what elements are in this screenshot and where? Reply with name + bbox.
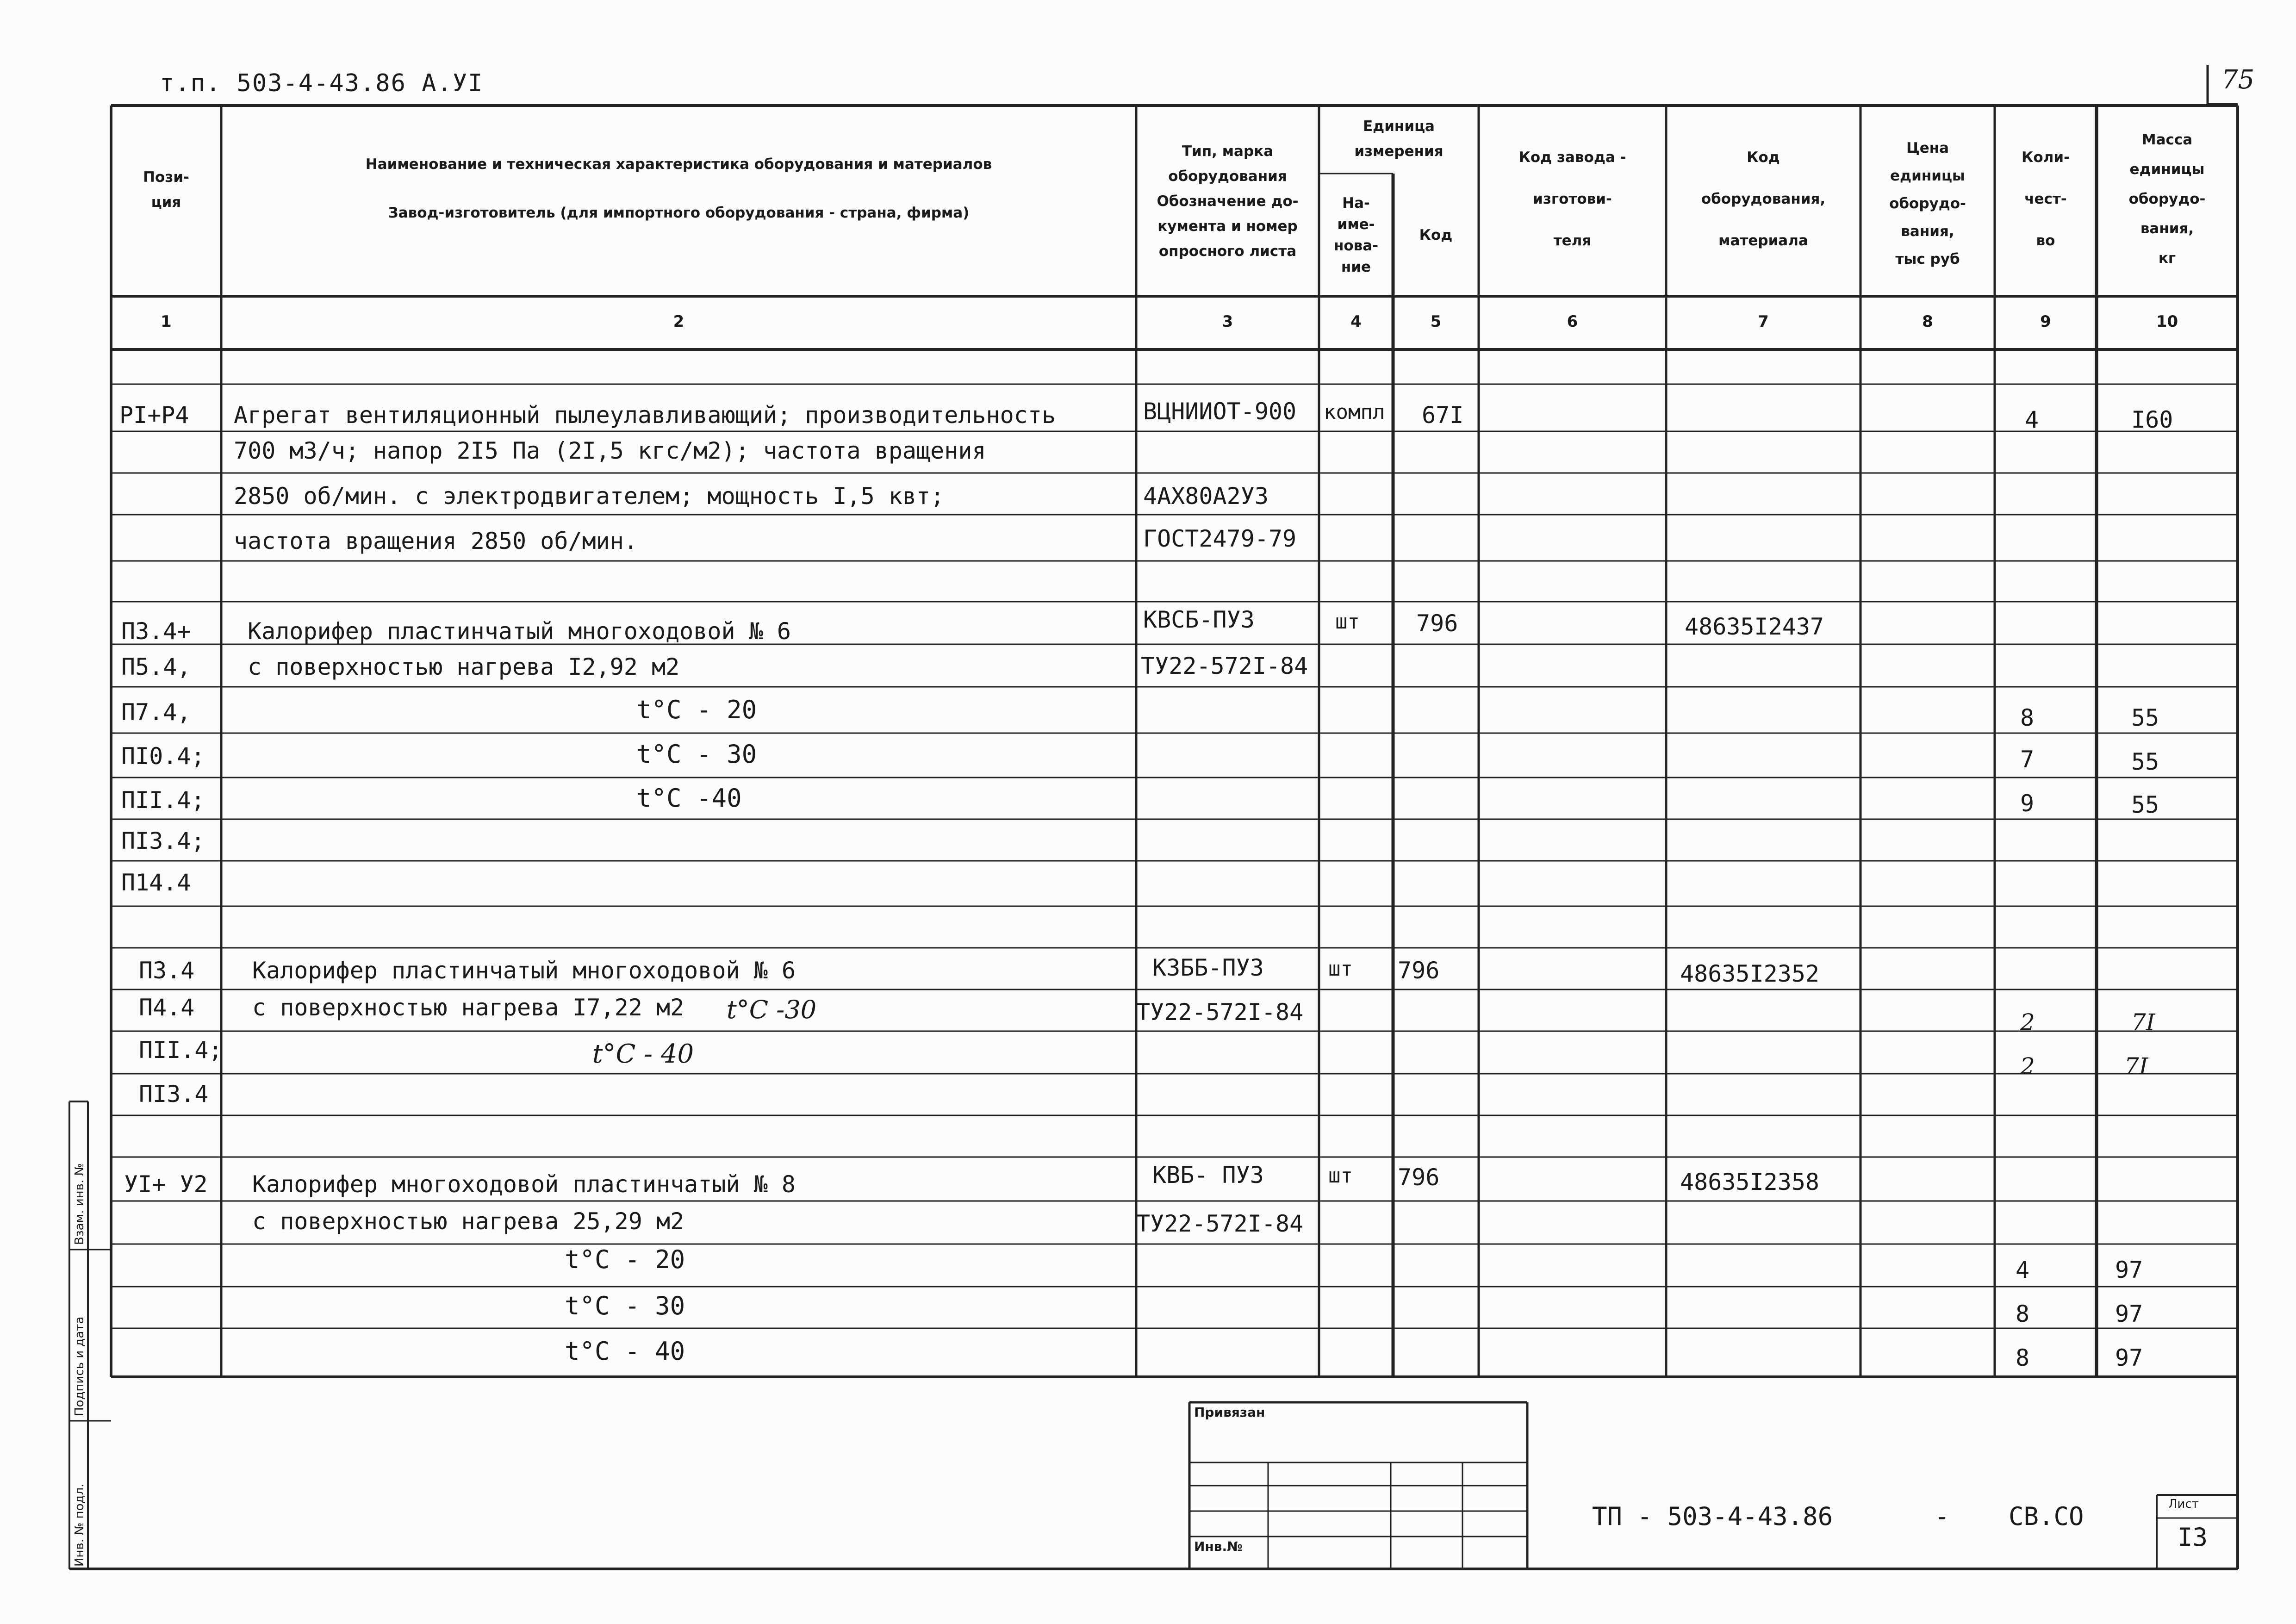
- type-cell: ТУ22-572I-84: [1136, 999, 1304, 1026]
- unit-code-cell: 796: [1398, 957, 1440, 984]
- material-code-cell: 48635I2437: [1685, 613, 1824, 640]
- col-number: 2: [673, 312, 684, 331]
- type-cell: ТУ22-572I-84: [1136, 1210, 1304, 1237]
- margin-podpis: Подпись и дата: [73, 1316, 87, 1416]
- mass-cell: 97: [2115, 1344, 2143, 1371]
- temperature-cell: t°C - 30: [636, 740, 757, 769]
- col-number: 3: [1222, 312, 1233, 331]
- unit-cell: компл: [1324, 400, 1385, 424]
- quantity-cell: 7: [2020, 746, 2035, 773]
- type-cell: 4АХ80А2У3: [1143, 483, 1269, 510]
- page-number: 75: [2221, 65, 2255, 95]
- type-cell: ГОСТ2479-79: [1143, 525, 1297, 552]
- header-price: Цена единицы оборудо- вания, тыс руб: [1889, 140, 1966, 268]
- mass-cell: 97: [2115, 1300, 2143, 1327]
- quantity-cell: 4: [2016, 1257, 2030, 1283]
- mass-cell: 55: [2131, 704, 2159, 731]
- unit-code-cell: 796: [1416, 610, 1458, 637]
- name-cell: 2850 об/мин. с электродвигателем; мощность I,5 квт;: [234, 483, 945, 510]
- material-code-cell: 48635I2358: [1680, 1169, 1820, 1195]
- stamp-inv: Инв.№: [1194, 1539, 1243, 1554]
- position-cell: П4.4: [139, 994, 195, 1021]
- header-unit-name: На- име- нова- ние: [1333, 194, 1379, 275]
- temperature-cell: t°C -40: [636, 784, 742, 813]
- name-cell: с поверхностью нагрева I2,92 м2: [248, 653, 680, 680]
- position-cell: П14.4: [121, 869, 191, 896]
- name-cell: с поверхностью нагрева 25,29 м2: [252, 1208, 684, 1235]
- quantity-cell: 2: [2020, 1053, 2035, 1080]
- handwritten-temperature: t°C - 40: [592, 1039, 694, 1069]
- type-cell: КВБ- ПУ3: [1152, 1162, 1264, 1188]
- col-number: 5: [1430, 312, 1442, 331]
- position-cell: ПI0.4;: [121, 743, 205, 770]
- header-equipment-code: Код оборудования, материала: [1701, 149, 1826, 249]
- position-cell: PI+P4: [119, 402, 189, 429]
- quantity-cell: 9: [2020, 790, 2035, 817]
- position-cell: П3.4: [139, 957, 195, 984]
- col-number: 7: [1758, 312, 1769, 331]
- header-unit: Единица измерения: [1354, 118, 1444, 160]
- quantity-cell: 8: [2020, 704, 2035, 731]
- name-cell: с поверхностью нагрева I7,22 м2: [252, 994, 684, 1021]
- temperature-cell: t°C - 40: [565, 1337, 685, 1366]
- type-cell: КЗББ-ПУ3: [1152, 954, 1264, 981]
- margin-vzam-inv: Взам. инв. №: [73, 1163, 87, 1245]
- name-cell: 700 м3/ч; напор 2I5 Па (2I,5 кгс/м2); частота вращения: [234, 437, 986, 464]
- name-cell: Калорифер многоходовой пластинчатый № 8: [252, 1171, 796, 1198]
- col-number: 1: [161, 312, 172, 331]
- position-cell: П7.4,: [121, 699, 191, 726]
- mass-cell: 55: [2131, 791, 2159, 818]
- header-unit-code: Код: [1419, 226, 1453, 243]
- header-mass: Масса единицы оборудо- вания, кг: [2128, 131, 2206, 267]
- name-cell: частота вращения 2850 об/мин.: [234, 528, 638, 554]
- mass-cell: 97: [2115, 1257, 2143, 1283]
- header-quantity: Коли- чест- во: [2022, 149, 2070, 249]
- position-cell: УI+ У2: [124, 1171, 208, 1198]
- header-name: Наименование и техническая характеристика оборудования и материалов: [365, 156, 992, 173]
- quantity-cell: 4: [2025, 406, 2039, 433]
- name-cell: Калорифер пластинчатый многоходовой № 6: [252, 957, 796, 984]
- quantity-cell: 8: [2016, 1344, 2030, 1371]
- unit-cell: шт: [1328, 1164, 1353, 1188]
- quantity-cell: 8: [2016, 1300, 2030, 1327]
- col-number: 4: [1350, 312, 1362, 331]
- name-cell: Калорифер пластинчатый многоходовой № 6: [248, 618, 791, 645]
- mass-cell: 7I: [2131, 1009, 2155, 1036]
- header-type: Тип, марка оборудования Обозначение до- кумента и номер опросного листа: [1157, 143, 1299, 260]
- stamp-sheet-code: СВ.СО: [2009, 1502, 2084, 1531]
- position-cell: ПI3.4: [139, 1081, 209, 1108]
- col-number: 8: [1922, 312, 1933, 331]
- unit-code-cell: 67I: [1422, 402, 1464, 429]
- mass-cell: 55: [2131, 748, 2159, 775]
- position-cell: ПII.4;: [139, 1037, 223, 1064]
- unit-cell: шт: [1328, 957, 1353, 981]
- header-factory-code: Код завода - изготови- теля: [1518, 149, 1626, 249]
- mass-cell: I60: [2131, 406, 2173, 433]
- type-cell: ВЦНИИОТ-900: [1143, 398, 1297, 425]
- position-cell: П5.4,: [121, 653, 191, 680]
- type-cell: ТУ22-572I-84: [1141, 653, 1308, 679]
- document-title: т.п. 503-4-43.86 А.УI: [160, 69, 484, 97]
- temperature-cell: t°C - 30: [565, 1291, 685, 1320]
- col-number: 9: [2040, 312, 2051, 331]
- unit-cell: шт: [1335, 610, 1360, 634]
- stamp-dash: -: [1935, 1502, 1950, 1531]
- stamp-list-label: Лист: [2168, 1497, 2199, 1511]
- position-cell: ПII.4;: [121, 787, 205, 814]
- col-number: 10: [2156, 312, 2178, 331]
- temperature-cell: t°C - 20: [565, 1245, 685, 1274]
- position-cell: ПI3.4;: [121, 828, 205, 854]
- unit-code-cell: 796: [1398, 1164, 1440, 1191]
- material-code-cell: 48635I2352: [1680, 960, 1820, 987]
- stamp-list-number: I3: [2178, 1523, 2208, 1552]
- temperature-cell: t°C - 20: [636, 695, 757, 724]
- stamp-privyazan: Привязан: [1194, 1405, 1265, 1420]
- margin-inv-podl: Инв. № подл.: [73, 1483, 87, 1567]
- header-manufacturer: Завод-изготовитель (для импортного оборудования - страна, фирма): [388, 205, 970, 221]
- handwritten-temperature: t°C -30: [727, 995, 817, 1024]
- quantity-cell: 2: [2020, 1009, 2035, 1036]
- stamp-doc-code: ТП - 503-4-43.86: [1592, 1502, 1833, 1531]
- mass-cell: 7I: [2124, 1053, 2148, 1080]
- name-cell: Агрегат вентиляционный пылеулавливающий; производительность: [234, 402, 1056, 429]
- header-position: Пози- ция: [143, 169, 189, 211]
- type-cell: КВСБ-ПУ3: [1143, 606, 1255, 633]
- col-number: 6: [1567, 312, 1578, 331]
- position-cell: П3.4+: [121, 618, 191, 645]
